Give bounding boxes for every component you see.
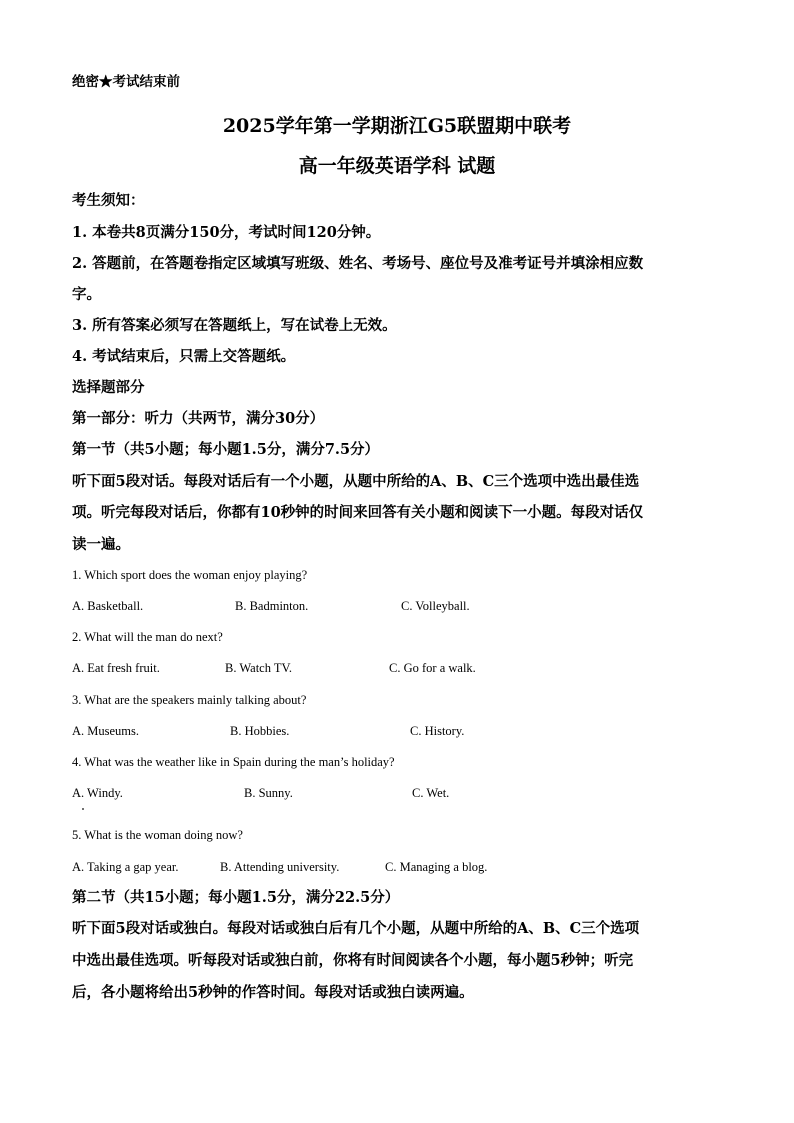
option-b: B. Sunny. [244,786,293,800]
option-c: C. Wet. [412,786,450,800]
option-a: A. Eat fresh fruit. [72,661,160,675]
exam-title: 2025学年第一学期浙江G5联盟期中联考 [222,115,572,137]
section-label: 选择题部分 [72,379,145,396]
section-heading: 第一节（共5小题；每小题1.5分，满分7.5分） [72,441,380,458]
option-c: C. Volleyball. [401,599,470,613]
option-b: B. Badminton. [235,599,309,613]
confidential-mark: 绝密★考试结束前 [72,74,180,90]
notice-item: 2. 答题前，在答题卷指定区域填写班级、姓名、考场号、座位号及准考证号并填涂相应数 [72,255,644,272]
instructions-line: 听下面5段对话或独白。每段对话或独白后有几个小题，从题中所给的A、B、C三个选项 [72,920,640,937]
stray-dot [82,808,84,810]
instructions-line: 读一遍。 [72,536,130,553]
option-a: A. Museums. [72,724,140,738]
question-text: 1. Which sport does the woman enjoy playing? [72,568,308,582]
notice-item: 字。 [72,286,101,303]
instructions-line: 中选出最佳选项。听每段对话或独白前，你将有时间阅读各个小题，每小题5秒钟；听完 [72,952,634,969]
question-text: 3. What are the speakers mainly talking about? [72,693,307,707]
question-text: 4. What was the weather like in Spain during the man’s holiday? [72,755,395,769]
option-b: B. Hobbies. [230,724,290,738]
option-b: B. Attending university. [220,860,340,874]
question-text: 2. What will the man do next? [72,630,223,644]
option-b: B. Watch TV. [225,661,293,675]
notice-item: 3. 所有答案必须写在答题纸上，写在试卷上无效。 [72,317,397,334]
exam-subtitle: 高一年级英语学科 试题 [298,155,496,177]
question-text: 5. What is the woman doing now? [72,828,243,842]
instructions-line: 项。听完每段对话后，你都有10秒钟的时间来回答有关小题和阅读下一小题。每段对话仅 [72,504,644,521]
option-c: C. Managing a blog. [385,860,488,874]
option-a: A. Windy. [72,786,123,800]
option-c: C. Go for a walk. [389,661,476,675]
option-a: A. Taking a gap year. [72,860,179,874]
notice-item: 4. 考试结束后，只需上交答题纸。 [72,348,296,365]
notice-heading: 考生须知： [72,192,145,209]
notice-item: 1. 本卷共8页满分150分，考试时间120分钟。 [72,224,381,241]
option-a: A. Basketball. [72,599,144,613]
instructions-line: 听下面5段对话。每段对话后有一个小题，从题中所给的A、B、C三个选项中选出最佳选 [72,473,640,490]
section-heading: 第二节（共15小题；每小题1.5分，满分22.5分） [72,889,400,906]
option-c: C. History. [410,724,465,738]
instructions-line: 后，各小题将给出5秒钟的作答时间。每段对话或独白读两遍。 [72,984,474,1001]
part-heading: 第一部分：听力（共两节，满分30分） [72,410,325,427]
